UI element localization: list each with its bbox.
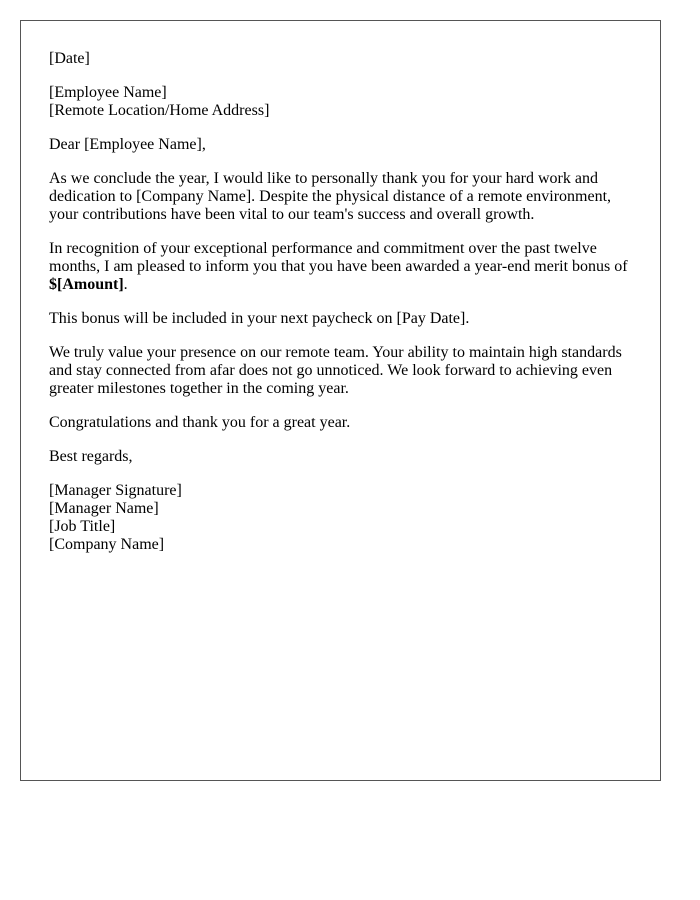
text-line: We truly value your presence on our remote team. Your ability to maintain high standards: [49, 344, 622, 361]
manager-signature: [Manager Signature]: [49, 482, 182, 499]
text-line: your contributions have been vital to our team's success and overall growth.: [49, 206, 535, 223]
recipient-address: [Remote Location/Home Address]: [49, 102, 270, 119]
paragraph-congrats: Congratulations and thank you for a great year.: [49, 414, 351, 431]
closing: Best regards,: [49, 448, 133, 465]
bonus-amount: $[Amount]: [49, 276, 124, 293]
paragraph-paycheck: This bonus will be included in your next paycheck on [Pay Date].: [49, 310, 470, 327]
job-title: [Job Title]: [49, 518, 116, 535]
text-line: As we conclude the year, I would like to personally thank you for your hard work and: [49, 170, 598, 187]
period: .: [123, 276, 128, 293]
signature-block: [49, 482, 632, 554]
text-line: months, I am pleased to inform you that you have been awarded a year-end merit bonus of: [49, 258, 628, 275]
manager-name: [Manager Name]: [49, 500, 159, 517]
text-line: and stay connected from afar does not go unnoticed. We look forward to achieving even: [49, 362, 613, 379]
text-line: dedication to [Company Name]. Despite the physical distance of a remote environment,: [49, 188, 612, 205]
text-line: In recognition of your exceptional performance and commitment over the past twelve: [49, 240, 597, 257]
letter: [20, 20, 661, 781]
paragraph-bonus: [49, 240, 632, 294]
salutation: Dear [Employee Name],: [49, 136, 206, 153]
paragraph-thanks: [49, 170, 632, 224]
recipient-name: [Employee Name]: [49, 84, 167, 101]
paragraph-value: [49, 344, 632, 398]
company-name: [Company Name]: [49, 536, 165, 553]
text-line: [49, 276, 632, 294]
recipient-block: [49, 84, 632, 120]
date: [Date]: [49, 50, 90, 67]
text-line: greater milestones together in the coming year.: [49, 380, 349, 397]
